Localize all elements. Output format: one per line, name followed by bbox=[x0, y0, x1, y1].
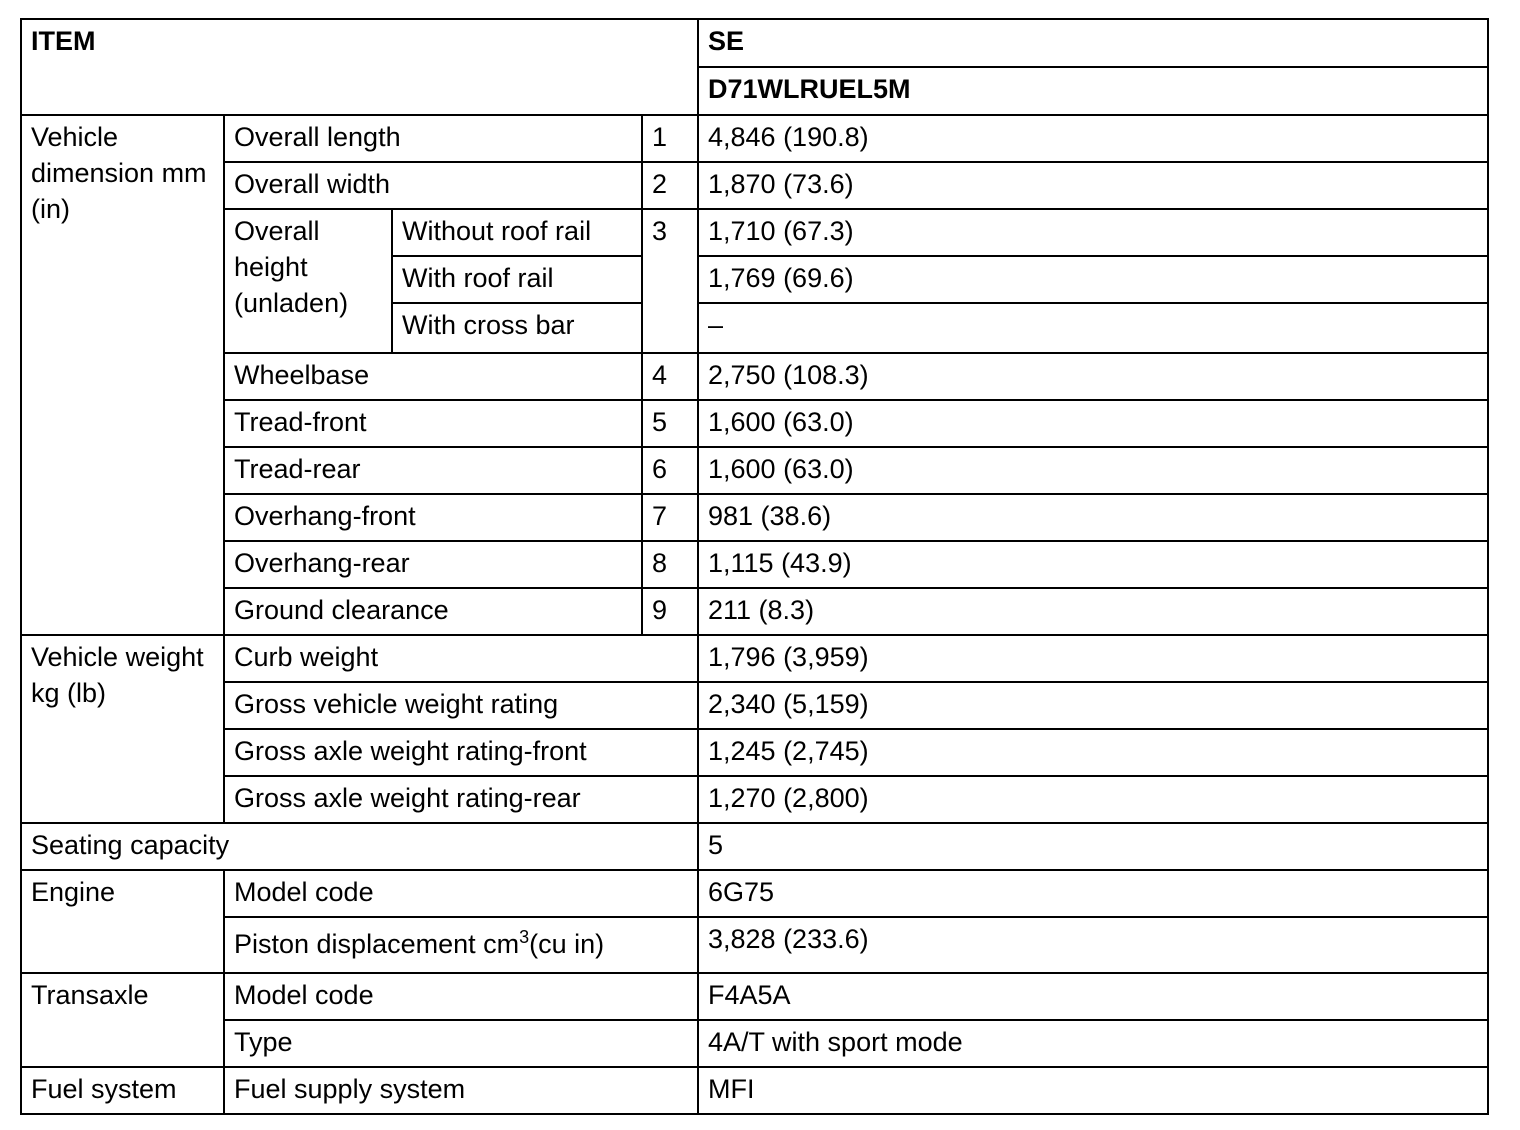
seating-label: Seating capacity bbox=[21, 823, 698, 870]
row-number: 4 bbox=[642, 353, 698, 400]
spec-table bbox=[20, 18, 1489, 1115]
row-label: Wheelbase bbox=[224, 353, 642, 400]
table-row bbox=[21, 115, 1488, 162]
table-row bbox=[21, 588, 1488, 635]
header-grade: SE bbox=[698, 19, 1488, 67]
row-number: 2 bbox=[642, 162, 698, 209]
row-value: 4A/T with sport mode bbox=[698, 1020, 1488, 1067]
table-row bbox=[21, 353, 1488, 400]
weight-group-label: Vehicle weight kg (lb) bbox=[21, 635, 224, 823]
table-row bbox=[21, 870, 1488, 917]
row-sublabel: With cross bar bbox=[392, 303, 642, 353]
row-value: 2,340 (5,159) bbox=[698, 682, 1488, 729]
row-value: 3,828 (233.6) bbox=[698, 917, 1488, 973]
row-value: 1,600 (63.0) bbox=[698, 400, 1488, 447]
row-value: 211 (8.3) bbox=[698, 588, 1488, 635]
row-label: Overall length bbox=[224, 115, 642, 162]
row-value: 5 bbox=[698, 823, 1488, 870]
row-label: Curb weight bbox=[224, 635, 698, 682]
row-value: F4A5A bbox=[698, 973, 1488, 1020]
row-label: Overhang-front bbox=[224, 494, 642, 541]
transaxle-group-label: Transaxle bbox=[21, 973, 224, 1067]
row-value: 6G75 bbox=[698, 870, 1488, 917]
table-row bbox=[21, 635, 1488, 682]
row-label: Type bbox=[224, 1020, 698, 1067]
table-row bbox=[21, 447, 1488, 494]
table-row bbox=[21, 729, 1488, 776]
row-label: Gross axle weight rating-front bbox=[224, 729, 698, 776]
table-row bbox=[21, 1067, 1488, 1114]
row-value: 1,710 (67.3) bbox=[698, 209, 1488, 256]
table-row bbox=[21, 973, 1488, 1020]
row-label: Overhang-rear bbox=[224, 541, 642, 588]
table-row bbox=[21, 494, 1488, 541]
row-label bbox=[224, 917, 698, 973]
row-label: Tread-rear bbox=[224, 447, 642, 494]
row-value: 1,769 (69.6) bbox=[698, 256, 1488, 303]
header-model-code: D71WLRUEL5M bbox=[698, 67, 1488, 115]
row-value: 2,750 (108.3) bbox=[698, 353, 1488, 400]
displacement-label-post: (cu in) bbox=[529, 929, 605, 959]
row-number: 1 bbox=[642, 115, 698, 162]
fuel-group-label: Fuel system bbox=[21, 1067, 224, 1114]
row-value: 981 (38.6) bbox=[698, 494, 1488, 541]
dimension-group-label: Vehicle dimension mm (in) bbox=[21, 115, 224, 635]
table-row bbox=[21, 541, 1488, 588]
row-label: Overall width bbox=[224, 162, 642, 209]
engine-group-label: Engine bbox=[21, 870, 224, 973]
displacement-label-sup: 3 bbox=[519, 927, 530, 947]
row-label: Model code bbox=[224, 973, 698, 1020]
table-row bbox=[21, 209, 1488, 256]
row-value: 4,846 (190.8) bbox=[698, 115, 1488, 162]
displacement-label-pre: Piston displacement cm bbox=[234, 929, 520, 959]
row-value: 1,270 (2,800) bbox=[698, 776, 1488, 823]
table-row bbox=[21, 917, 1488, 973]
row-value: – bbox=[698, 303, 1488, 353]
row-value: 1,870 (73.6) bbox=[698, 162, 1488, 209]
row-number: 5 bbox=[642, 400, 698, 447]
overall-height-label: Overall height (unladen) bbox=[224, 209, 392, 353]
row-label: Fuel supply system bbox=[224, 1067, 698, 1114]
header-row bbox=[21, 19, 1488, 67]
table-row bbox=[21, 162, 1488, 209]
row-sublabel: With roof rail bbox=[392, 256, 642, 303]
row-number: 6 bbox=[642, 447, 698, 494]
row-number: 3 bbox=[642, 209, 698, 353]
row-sublabel: Without roof rail bbox=[392, 209, 642, 256]
row-value: 1,245 (2,745) bbox=[698, 729, 1488, 776]
table-row bbox=[21, 776, 1488, 823]
row-value: 1,115 (43.9) bbox=[698, 541, 1488, 588]
row-value: MFI bbox=[698, 1067, 1488, 1114]
row-value: 1,600 (63.0) bbox=[698, 447, 1488, 494]
row-label: Ground clearance bbox=[224, 588, 642, 635]
row-number: 7 bbox=[642, 494, 698, 541]
row-label: Model code bbox=[224, 870, 698, 917]
row-label: Tread-front bbox=[224, 400, 642, 447]
row-label: Gross vehicle weight rating bbox=[224, 682, 698, 729]
row-number: 9 bbox=[642, 588, 698, 635]
table-row bbox=[21, 682, 1488, 729]
table-row bbox=[21, 823, 1488, 870]
row-label: Gross axle weight rating-rear bbox=[224, 776, 698, 823]
table-row bbox=[21, 400, 1488, 447]
table-row bbox=[21, 1020, 1488, 1067]
header-item: ITEM bbox=[21, 19, 698, 115]
row-value: 1,796 (3,959) bbox=[698, 635, 1488, 682]
row-number: 8 bbox=[642, 541, 698, 588]
